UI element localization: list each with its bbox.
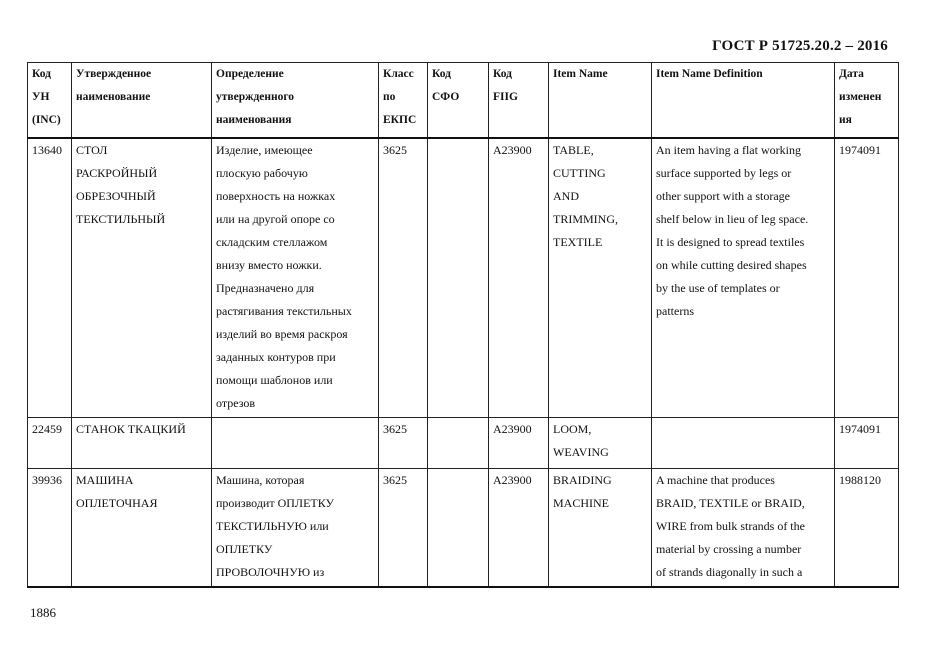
- col-header-date: Дата изменен ия: [835, 63, 899, 138]
- cell-sfo: [428, 418, 489, 469]
- cell-item-definition: [652, 418, 835, 469]
- col-header-sfo: Код СФО: [428, 63, 489, 138]
- cell-approved-name: СТАНОК ТКАЦКИЙ: [72, 418, 212, 469]
- cell-item-definition: A machine that produces BRAID, TEXTILE or BRAID, WIRE from bulk strands of the material by crossing a number of strands diagonally in such a: [652, 469, 835, 587]
- col-header-inc: Код УН (INC): [28, 63, 72, 138]
- cell-fiig: A23900: [489, 418, 549, 469]
- cell-definition: [212, 418, 379, 469]
- cell-date: 1988120: [835, 469, 899, 587]
- col-header-definition: Определение утвержденного наименования: [212, 63, 379, 138]
- cell-definition: Изделие, имеющее плоскую рабочую поверхность на ножках или на другой опоре со складским стеллажом внизу вместо ножки. Предназначено для растягивания текстильных изделий во время раскроя заданных контуров при помощи шаблонов или отрезов: [212, 138, 379, 418]
- col-header-item-definition: Item Name Definition: [652, 63, 835, 138]
- page-number: 1886: [30, 605, 56, 620]
- cell-fiig: A23900: [489, 469, 549, 587]
- cell-date: 1974091: [835, 418, 899, 469]
- cell-inc: 39936: [28, 469, 72, 587]
- cell-inc: 13640: [28, 138, 72, 418]
- table-row: [28, 418, 899, 469]
- cell-definition: Машина, которая производит ОПЛЕТКУ ТЕКСТИЛЬНУЮ или ОПЛЕТКУ ПРОВОЛОЧНУЮ из: [212, 469, 379, 587]
- cell-class: 3625: [379, 138, 428, 418]
- cell-inc: 22459: [28, 418, 72, 469]
- cell-class: 3625: [379, 469, 428, 587]
- items-table: [27, 62, 899, 588]
- cell-approved-name: СТОЛ РАСКРОЙНЫЙ ОБРЕЗОЧНЫЙ ТЕКСТИЛЬНЫЙ: [72, 138, 212, 418]
- cell-item-name: LOOM, WEAVING: [549, 418, 652, 469]
- cell-item-definition: An item having a flat working surface supported by legs or other support with a storage shelf below in lieu of leg space. It is designed to spread textiles on while cutting desired shapes by the use of templates or patterns: [652, 138, 835, 418]
- col-header-item-name: Item Name: [549, 63, 652, 138]
- col-header-approved-name: Утвержденное наименование: [72, 63, 212, 138]
- cell-sfo: [428, 138, 489, 418]
- table-header-row: [28, 63, 899, 138]
- col-header-class: Класс по ЕКПС: [379, 63, 428, 138]
- cell-class: 3625: [379, 418, 428, 469]
- table-row: [28, 469, 899, 587]
- cell-date: 1974091: [835, 138, 899, 418]
- cell-fiig: A23900: [489, 138, 549, 418]
- cell-item-name: BRAIDING MACHINE: [549, 469, 652, 587]
- table-row: [28, 138, 899, 418]
- document-title: ГОСТ Р 51725.20.2 – 2016: [712, 38, 888, 54]
- cell-item-name: TABLE, CUTTING AND TRIMMING, TEXTILE: [549, 138, 652, 418]
- cell-sfo: [428, 469, 489, 587]
- col-header-fiig: Код FIIG: [489, 63, 549, 138]
- cell-approved-name: МАШИНА ОПЛЕТОЧНАЯ: [72, 469, 212, 587]
